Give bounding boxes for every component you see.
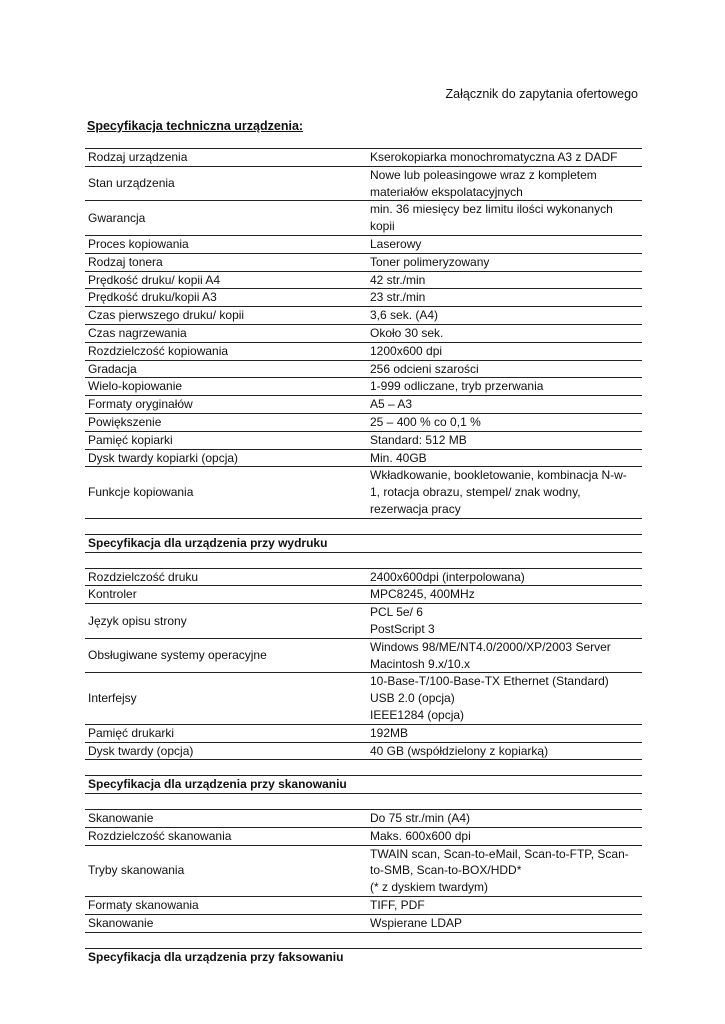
spec-value — [367, 568, 642, 586]
spec-value — [367, 897, 642, 915]
spec-value — [367, 166, 642, 201]
spec-value — [367, 149, 642, 167]
spec-label: Stan urządzenia — [85, 166, 367, 201]
spec-label: Proces kopiowania — [85, 235, 367, 253]
section-print — [85, 534, 642, 552]
spec-value-line: Wspierane LDAP — [370, 915, 463, 930]
spec-value — [367, 201, 642, 236]
spec-value-line: TIFF, PDF — [370, 898, 425, 913]
document-title: Specyfikacja techniczna urządzenia: — [87, 119, 304, 133]
spec-label: Interfejsy — [85, 673, 367, 724]
spec-value-line: PostScript 3 — [370, 621, 435, 636]
spec-value — [367, 307, 642, 325]
table-row — [85, 431, 642, 449]
spec-value-line: Min. 40GB — [370, 450, 427, 465]
table-row — [85, 378, 642, 396]
spec-value-line: 10-Base-T/100-Base-TX Ethernet (Standard) — [370, 674, 609, 689]
spec-label: Tryby skanowania — [85, 845, 367, 896]
spec-value-line: (* z dyskiem twardym) — [370, 880, 489, 895]
spec-label: Skanowanie — [85, 914, 367, 932]
spec-value — [367, 827, 642, 845]
spec-value-line: Do 75 str./min (A4) — [370, 811, 471, 826]
spec-value — [367, 235, 642, 253]
spec-value-line: rezerwacja pracy — [370, 501, 461, 516]
table-row — [85, 604, 642, 639]
table-row — [85, 742, 642, 760]
spacer-cell — [85, 760, 642, 776]
spacer-row — [85, 932, 642, 948]
spec-value-line: Windows 98/ME/NT4.0/2000/XP/2003 Server — [370, 639, 611, 654]
spec-label: Prędkość druku/ kopii A4 — [85, 271, 367, 289]
spec-value-line: 23 str./min — [370, 290, 426, 305]
spec-label: Język opisu strony — [85, 604, 367, 639]
spec-label: Rodzaj tonera — [85, 253, 367, 271]
spec-value — [367, 845, 642, 896]
spec-label: Rozdzielczość druku — [85, 568, 367, 586]
spec-value-line: 1-999 odliczane, tryb przerwania — [370, 379, 544, 394]
table-row — [85, 914, 642, 932]
table-row — [85, 413, 642, 431]
spec-label: Funkcje kopiowania — [85, 467, 367, 518]
spec-value-line: Standard: 512 MB — [370, 432, 467, 447]
annex-note: Załącznik do zapytania ofertowego — [445, 87, 638, 101]
spec-value — [367, 586, 642, 604]
spec-label: Pamięć kopiarki — [85, 431, 367, 449]
spec-value — [367, 253, 642, 271]
spec-label: Formaty oryginałów — [85, 396, 367, 414]
table-row — [85, 324, 642, 342]
spec-value-line: Laserowy — [370, 236, 422, 251]
spec-value — [367, 396, 642, 414]
section-heading: Specyfikacja dla urządzenia przy faksowaniu — [85, 948, 642, 965]
spec-value — [367, 271, 642, 289]
spec-value-line: 42 str./min — [370, 272, 426, 287]
spacer-row — [85, 552, 642, 568]
table-row — [85, 271, 642, 289]
table-row — [85, 449, 642, 467]
spec-value — [367, 378, 642, 396]
spec-value-line: 1, rotacja obrazu, stempel/ znak wodny, — [370, 485, 581, 500]
spec-value-line: Maks. 600x600 dpi — [370, 828, 471, 843]
spec-value-line: min. 36 miesięcy bez limitu ilości wykonanych — [370, 202, 613, 217]
table-row — [85, 149, 642, 167]
spec-value-line: A5 – A3 — [370, 397, 413, 412]
table-row — [85, 253, 642, 271]
spec-value-line: 3,6 sek. (A4) — [370, 308, 439, 323]
spec-label: Skanowanie — [85, 810, 367, 828]
table-row — [85, 810, 642, 828]
table-row — [85, 673, 642, 724]
spec-value-line: 256 odcieni szarości — [370, 361, 479, 376]
table-row — [85, 897, 642, 915]
table-row — [85, 360, 642, 378]
table-row — [85, 289, 642, 307]
spec-value — [367, 724, 642, 742]
spec-value — [367, 289, 642, 307]
spec-label: Prędkość druku/kopii A3 — [85, 289, 367, 307]
spec-label: Rozdzielczość kopiowania — [85, 342, 367, 360]
spacer-cell — [85, 794, 642, 810]
section-scan — [85, 776, 642, 794]
spec-label: Powiększenie — [85, 413, 367, 431]
spec-value — [367, 342, 642, 360]
spec-value — [367, 467, 642, 518]
section-heading: Specyfikacja dla urządzenia przy skanowaniu — [85, 776, 642, 794]
spec-value — [367, 914, 642, 932]
spec-value-line: IEEE1284 (opcja) — [370, 707, 465, 722]
spec-value — [367, 673, 642, 724]
spacer-cell — [85, 932, 642, 948]
table-row — [85, 396, 642, 414]
spec-label: Gradacja — [85, 360, 367, 378]
spec-value — [367, 431, 642, 449]
spec-value-line: MPC8245, 400MHz — [370, 587, 475, 602]
spec-label: Wielo-kopiowanie — [85, 378, 367, 396]
spec-value — [367, 324, 642, 342]
table-row — [85, 201, 642, 236]
spacer-cell — [85, 552, 642, 568]
table-row — [85, 568, 642, 586]
spec-value-line: TWAIN scan, Scan-to-eMail, Scan-to-FTP, Scan- — [370, 846, 629, 861]
spec-value-line: kopii — [370, 219, 395, 234]
spec-value-line: 2400x600dpi (interpolowana) — [370, 569, 525, 584]
table-row — [85, 166, 642, 201]
spec-value-line: USB 2.0 (opcja) — [370, 691, 455, 706]
spec-value-line: 40 GB (współdzielony z kopiarką) — [370, 743, 549, 758]
table-row — [85, 235, 642, 253]
spec-label: Formaty skanowania — [85, 897, 367, 915]
spacer-row — [85, 794, 642, 810]
table-row — [85, 845, 642, 896]
spec-value — [367, 413, 642, 431]
spacer-row — [85, 518, 642, 534]
spec-table — [85, 148, 642, 965]
spec-value-line: 25 – 400 % co 0,1 % — [370, 414, 481, 429]
spec-value-line: Macintosh 9.x/10.x — [370, 656, 471, 671]
spacer-cell — [85, 518, 642, 534]
table-row — [85, 586, 642, 604]
spec-value-line: materiałów ekspolatacyjnych — [370, 184, 523, 199]
spec-label: Dysk twardy kopiarki (opcja) — [85, 449, 367, 467]
table-row — [85, 827, 642, 845]
section-fax — [85, 948, 642, 965]
spacer-row — [85, 760, 642, 776]
table-row — [85, 638, 642, 673]
spec-label: Rozdzielczość skanowania — [85, 827, 367, 845]
table-row — [85, 467, 642, 518]
spec-value-line: PCL 5e/ 6 — [370, 605, 423, 620]
spec-value — [367, 638, 642, 673]
spec-value-line: Kserokopiarka monochromatyczna A3 z DADF — [370, 150, 618, 164]
spec-label: Dysk twardy (opcja) — [85, 742, 367, 760]
spec-value-line: 192MB — [370, 725, 409, 740]
spec-value — [367, 742, 642, 760]
spec-label: Czas nagrzewania — [85, 324, 367, 342]
spec-value-line: to-SMB, Scan-to-BOX/HDD* — [370, 863, 522, 878]
spec-label: Kontroler — [85, 586, 367, 604]
spec-value-line: 1200x600 dpi — [370, 343, 443, 358]
spec-label: Rodzaj urządzenia — [85, 149, 367, 167]
spec-value-line: Toner polimeryzowany — [370, 254, 490, 269]
spec-value — [367, 810, 642, 828]
spec-label: Czas pierwszego druku/ kopii — [85, 307, 367, 325]
table-row — [85, 724, 642, 742]
table-row — [85, 307, 642, 325]
spec-label: Obsługiwane systemy operacyjne — [85, 638, 367, 673]
table-row — [85, 342, 642, 360]
spec-value — [367, 360, 642, 378]
spec-label: Gwarancja — [85, 201, 367, 236]
spec-value — [367, 604, 642, 639]
section-heading: Specyfikacja dla urządzenia przy wydruku — [85, 534, 642, 552]
spec-value-line: Nowe lub poleasingowe wraz z kompletem — [370, 167, 597, 182]
spec-value-line: Wkładkowanie, bookletowanie, kombinacja N-w- — [370, 468, 627, 483]
spec-label: Pamięć drukarki — [85, 724, 367, 742]
spec-value — [367, 449, 642, 467]
spec-value-line: Około 30 sek. — [370, 325, 444, 340]
